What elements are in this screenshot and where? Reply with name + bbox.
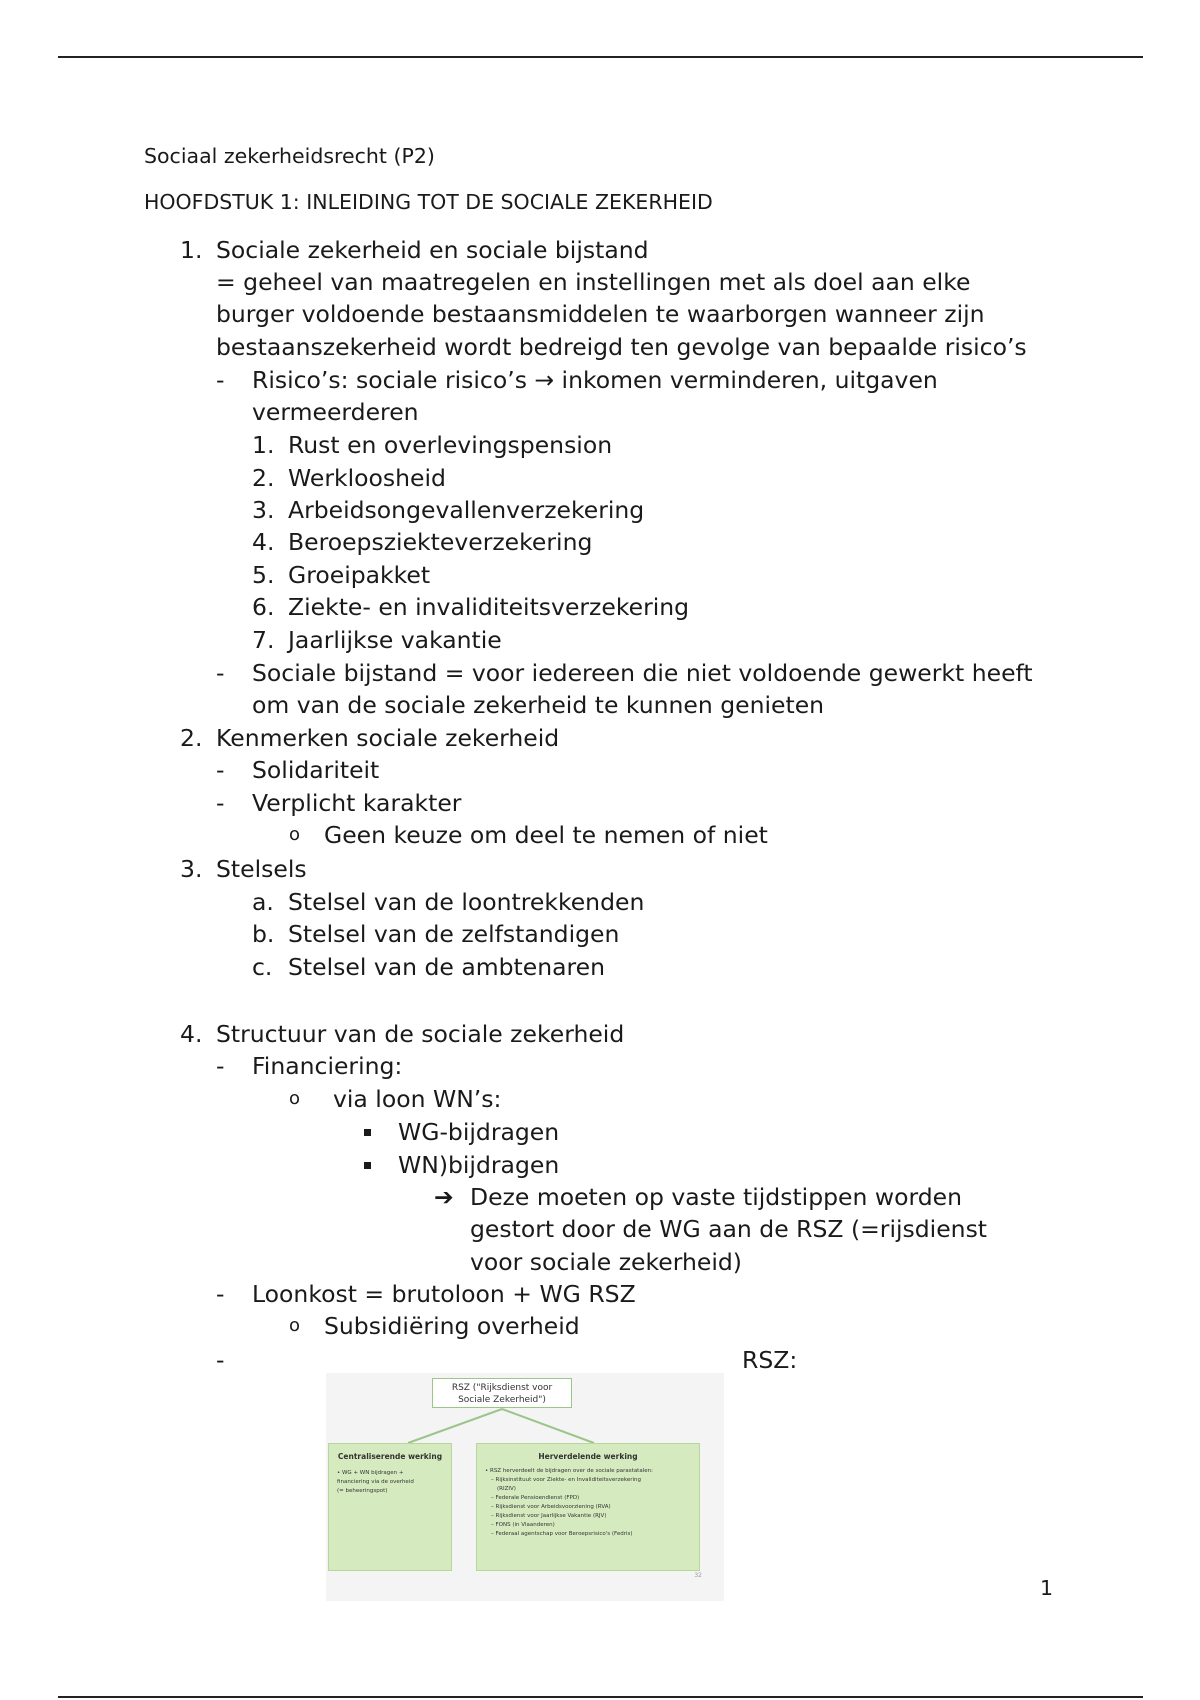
- circle-bullet: o: [289, 1088, 301, 1109]
- subsidie-line: Subsidiëring overheid: [324, 1312, 580, 1340]
- risks-line: vermeerderen: [252, 398, 419, 426]
- section2-num: 2.: [180, 724, 203, 752]
- square-bullet: [364, 1162, 371, 1169]
- circle-bullet: o: [289, 824, 301, 845]
- arrow-note-line: Deze moeten op vaste tijdstippen worden: [470, 1183, 962, 1211]
- stelsel-item: Stelsel van de zelfstandigen: [288, 920, 620, 948]
- stelsel-letter: a.: [252, 888, 274, 916]
- financing-label: Financiering:: [252, 1052, 403, 1080]
- section1-def-line: bestaanszekerheid wordt bedreigd ten gevolge van bepaalde risico’s: [216, 333, 1027, 361]
- section3-num: 3.: [180, 855, 203, 883]
- rsz-label: RSZ:: [742, 1346, 798, 1374]
- risk-num: 4.: [252, 528, 275, 556]
- risk-num: 6.: [252, 593, 275, 621]
- risk-item: Jaarlijkse vakantie: [288, 626, 502, 654]
- dash-bullet: -: [216, 1346, 225, 1374]
- risk-num: 7.: [252, 626, 275, 654]
- square-bullet: [364, 1129, 371, 1136]
- section1-def-line: burger voldoende bestaansmiddelen te waarborgen wanneer zijn: [216, 300, 985, 328]
- risk-item: Ziekte- en invaliditeitsverzekering: [288, 593, 690, 621]
- section1-title: Sociale zekerheid en sociale bijstand: [216, 236, 649, 264]
- arrow-icon: ➔: [434, 1183, 454, 1211]
- section4-num: 4.: [180, 1020, 203, 1048]
- kenmerk-subitem: Geen keuze om deel te nemen of niet: [324, 821, 768, 849]
- dash-bullet: -: [216, 1052, 225, 1080]
- via-loon: via loon WN’s:: [333, 1085, 502, 1113]
- kenmerk-item: Solidariteit: [252, 756, 380, 784]
- section1-num: 1.: [180, 236, 203, 264]
- section4-title: Structuur van de sociale zekerheid: [216, 1020, 625, 1048]
- section1-def-line: = geheel van maatregelen en instellingen met als doel aan elke: [216, 268, 971, 296]
- arrow-note-line: gestort door de WG aan de RSZ (=rijsdienst: [470, 1215, 988, 1243]
- page-number: 1: [1040, 1576, 1054, 1600]
- dash-bullet: -: [216, 659, 225, 687]
- top-rule: [58, 56, 1143, 58]
- risk-item: Groeipakket: [288, 561, 431, 589]
- stelsel-letter: c.: [252, 953, 273, 981]
- arrow-note-line: voor sociale zekerheid): [470, 1248, 742, 1276]
- risk-num: 1.: [252, 431, 275, 459]
- chapter-heading: HOOFDSTUK 1: INLEIDING TOT DE SOCIALE ZEKERHEID: [144, 190, 713, 214]
- bijstand-line: om van de sociale zekerheid te kunnen genieten: [252, 691, 825, 719]
- risk-item: Werkloosheid: [288, 464, 446, 492]
- risk-item: Beroepsziekteverzekering: [288, 528, 593, 556]
- dash-bullet: -: [216, 366, 225, 394]
- dash-bullet: -: [216, 756, 225, 784]
- dash-bullet: -: [216, 789, 225, 817]
- contribution-item: WG-bijdragen: [398, 1118, 560, 1146]
- bottom-rule: [58, 1696, 1143, 1698]
- diagram-rsz-box: RSZ ("Rijksdienst voor Sociale Zekerheid"): [432, 1378, 572, 1408]
- risk-num: 5.: [252, 561, 275, 589]
- contribution-item: WN)bijdragen: [398, 1151, 560, 1179]
- stelsel-letter: b.: [252, 920, 275, 948]
- risk-num: 2.: [252, 464, 275, 492]
- kenmerk-item: Verplicht karakter: [252, 789, 462, 817]
- risk-item: Rust en overlevingspension: [288, 431, 613, 459]
- section2-title: Kenmerken sociale zekerheid: [216, 724, 560, 752]
- rsz-diagram: [326, 1373, 724, 1601]
- stelsel-item: Stelsel van de ambtenaren: [288, 953, 606, 981]
- dash-bullet: -: [216, 1280, 225, 1308]
- diagram-centraliserende-box: Centraliserende werking • WG + WN bijdragen + financiering via de overheid (= beheeringspot): [328, 1443, 452, 1571]
- risk-num: 3.: [252, 496, 275, 524]
- course-title: Sociaal zekerheidsrecht (P2): [144, 144, 435, 168]
- loonkost-line: Loonkost = brutoloon + WG RSZ: [252, 1280, 636, 1308]
- stelsel-item: Stelsel van de loontrekkenden: [288, 888, 645, 916]
- risks-line: Risico’s: sociale risico’s → inkomen verminderen, uitgaven: [252, 366, 938, 394]
- diagram-page-number: 32: [694, 1572, 702, 1579]
- section3-title: Stelsels: [216, 855, 307, 883]
- diagram-herverdelende-box: Herverdelende werking • RSZ herverdeelt de bijdragen over de sociale parastatalen: – Rijksinstituut voor Ziekte- en Invaliditeitsverzekering (RIZIV) – Federale Pensioendienst (FPD) – Rijksdienst voor Arbeidsvoorziening (RVA) – Rijksdienst voor Jaarlijkse Vakantie (RJV) – FONS (in Vlaanderen) – Federaal agentschap voor Beroepsrisico's (Fedris): [476, 1443, 700, 1571]
- circle-bullet: o: [289, 1315, 301, 1336]
- bijstand-line: Sociale bijstand = voor iedereen die niet voldoende gewerkt heeft: [252, 659, 1033, 687]
- risk-item: Arbeidsongevallenverzekering: [288, 496, 645, 524]
